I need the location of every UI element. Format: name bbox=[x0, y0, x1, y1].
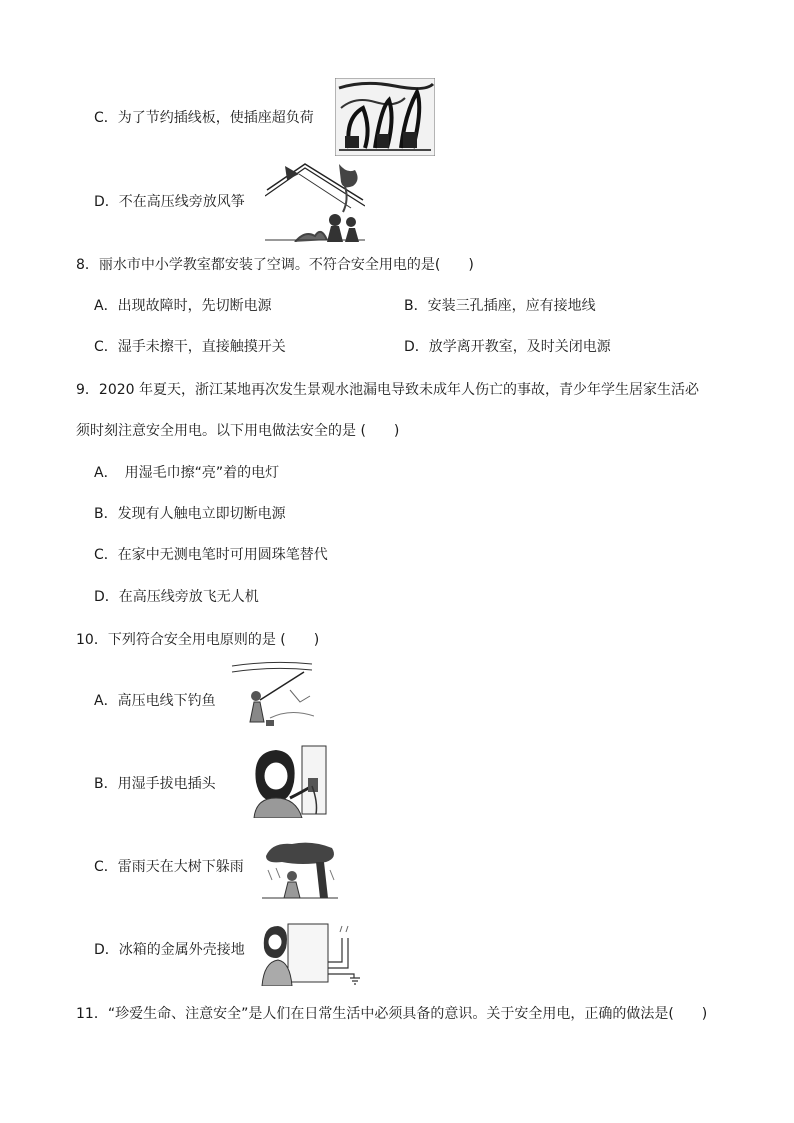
q10-stem: 10．下列符合安全用电原则的是 ( ) bbox=[76, 632, 320, 648]
q9-option-b: B．发现有人触电立即切断电源 bbox=[94, 506, 286, 522]
q9-stem-line-1: 9．2020 年夏天，浙江某地再次发生景观水池漏电导致未成年人伤亡的事故，青少年学生居家生活必 bbox=[76, 382, 699, 398]
q7-option-d: D．不在高压线旁放风筝 bbox=[94, 194, 245, 210]
q8-option-a: A．出现故障时，先切断电源 bbox=[94, 298, 272, 314]
kite-near-powerline-illustration bbox=[265, 160, 365, 242]
q8-option-b: B．安装三孔插座，应有接地线 bbox=[404, 298, 596, 314]
q10-option-c: C．雷雨天在大树下躲雨 bbox=[94, 859, 244, 875]
q9-stem-line-2: 须时刻注意安全用电。以下用电做法安全的是 ( ) bbox=[76, 423, 400, 439]
q9-option-a: A． 用湿毛巾擦“亮”着的电灯 bbox=[94, 465, 280, 481]
q10-option-a: A．高压电线下钓鱼 bbox=[94, 693, 216, 709]
q8-option-d: D．放学离开教室，及时关闭电源 bbox=[404, 339, 611, 355]
q9-option-d: D．在高压线旁放飞无人机 bbox=[94, 589, 259, 605]
q11-stem: 11．“珍爱生命、注意安全”是人们在日常生活中必须具备的意识。关于安全用电，正确的做法是( ) bbox=[76, 1006, 708, 1022]
sheltering-under-tree-illustration bbox=[262, 840, 338, 900]
q7-option-c: C．为了节约插线板，使插座超负荷 bbox=[94, 110, 314, 126]
wet-hands-plug-illustration bbox=[246, 742, 330, 818]
overloaded-socket-illustration bbox=[335, 78, 435, 156]
q10-option-b: B．用湿手拔电插头 bbox=[94, 776, 216, 792]
q9-option-c: C．在家中无测电笔时可用圆珠笔替代 bbox=[94, 547, 328, 563]
q10-option-d: D．冰箱的金属外壳接地 bbox=[94, 942, 245, 958]
q8-option-c: C．湿手未擦干，直接触摸开关 bbox=[94, 339, 286, 355]
fridge-grounding-illustration bbox=[260, 918, 368, 986]
fishing-under-powerline-illustration bbox=[230, 660, 314, 728]
q8-stem: 8．丽水市中小学教室都安装了空调。不符合安全用电的是( ) bbox=[76, 257, 474, 273]
